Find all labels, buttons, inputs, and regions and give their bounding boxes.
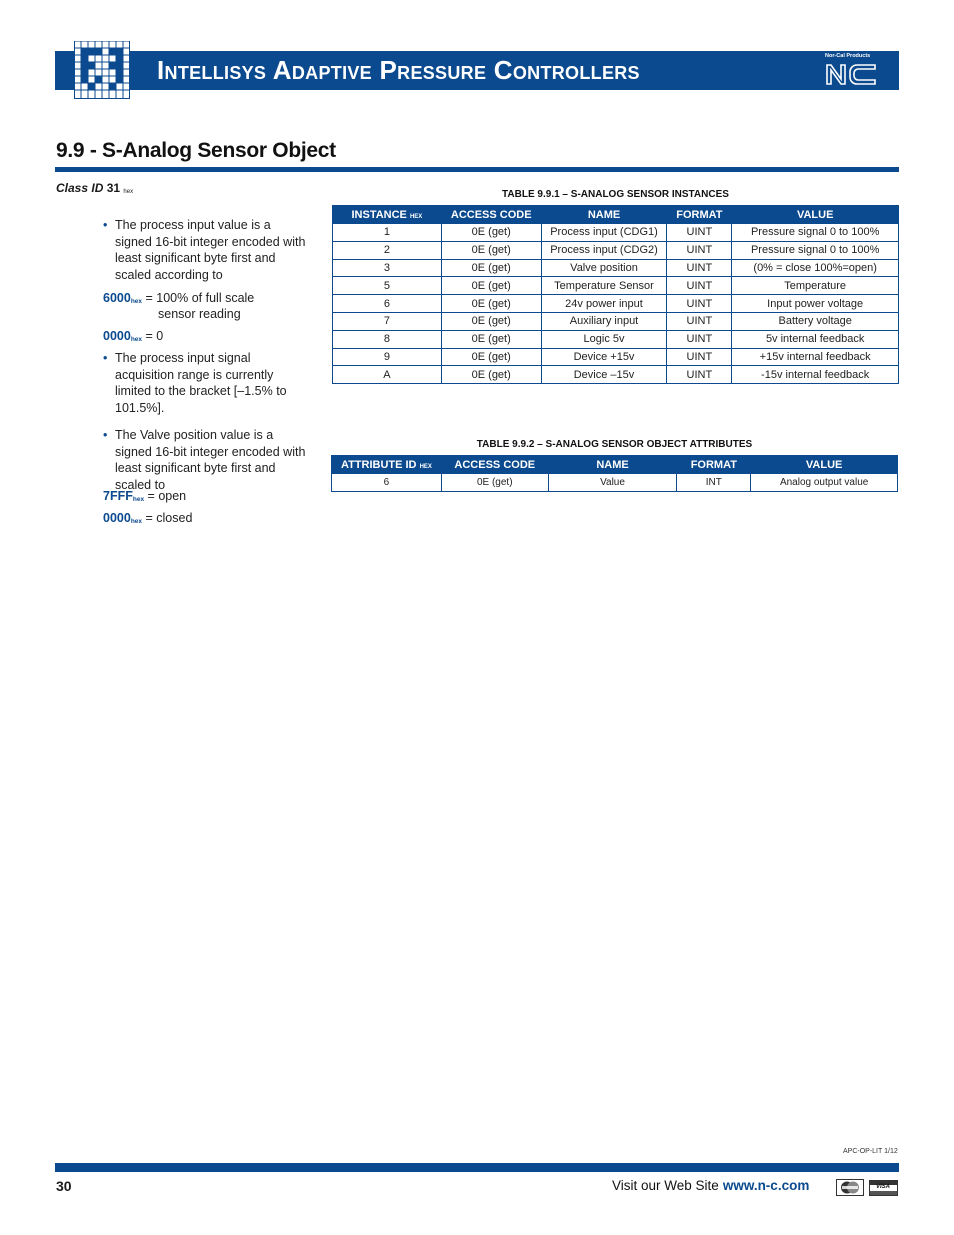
eq-hex: hex bbox=[130, 518, 143, 525]
cell-name: Process input (CDG2) bbox=[541, 241, 667, 259]
visa-card-icon bbox=[869, 1180, 898, 1196]
class-id-label: Class ID bbox=[56, 181, 104, 195]
cell-format: UINT bbox=[667, 312, 732, 330]
cell-format: UINT bbox=[667, 366, 732, 384]
document-header-title: Intellisys Adaptive Pressure Controllers bbox=[157, 55, 640, 85]
eq-code: 7FFF bbox=[103, 489, 133, 503]
cell-access-code: 0E (get) bbox=[441, 224, 541, 242]
cell-format: UINT bbox=[667, 241, 732, 259]
col-header-value: VALUE bbox=[751, 456, 898, 474]
cell-value: Temperature bbox=[732, 277, 899, 295]
col-header-label: INSTANCE bbox=[351, 208, 407, 221]
company-grid-logo bbox=[74, 41, 130, 99]
scale-eq-full-cont: sensor reading bbox=[158, 307, 241, 321]
website-link[interactable]: www.n-c.com bbox=[722, 1178, 810, 1193]
col-header-label: ATTRIBUTE ID bbox=[340, 458, 417, 471]
valve-eq-open bbox=[103, 488, 186, 508]
eq-text: = closed bbox=[145, 511, 193, 525]
cell-access-code: 0E (get) bbox=[441, 241, 541, 259]
table-header-row bbox=[333, 206, 899, 224]
cell-name: Device –15v bbox=[541, 366, 667, 384]
cell-value: Pressure signal 0 to 100% bbox=[732, 224, 899, 242]
col-header-access-code: ACCESS CODE bbox=[441, 456, 548, 474]
cell-format: UINT bbox=[667, 259, 732, 277]
cell-id: A bbox=[333, 366, 442, 384]
bullet-process-input bbox=[103, 217, 308, 283]
cell-access-code: 0E (get) bbox=[441, 259, 541, 277]
instances-table bbox=[332, 205, 899, 384]
table-row bbox=[333, 224, 899, 242]
cell-access-code: 0E (get) bbox=[441, 312, 541, 330]
col-header-format: FORMAT bbox=[677, 456, 751, 474]
bullet-text: The process input value is a signed 16-bit integer encoded with least significant byte first and scaled according to bbox=[115, 218, 306, 282]
cell-name: Valve position bbox=[541, 259, 667, 277]
cell-access-code: 0E (get) bbox=[441, 295, 541, 313]
cell-name: Temperature Sensor bbox=[541, 277, 667, 295]
cell-value: Input power voltage bbox=[732, 295, 899, 313]
class-id bbox=[56, 181, 133, 195]
cell-id: 8 bbox=[333, 330, 442, 348]
table-row bbox=[333, 295, 899, 313]
eq-hex: hex bbox=[130, 336, 143, 343]
table-row bbox=[333, 259, 899, 277]
eq-hex: hex bbox=[132, 496, 145, 503]
table-row bbox=[333, 348, 899, 366]
cell-access-code: 0E (get) bbox=[441, 366, 541, 384]
bullet-text: The process input signal acquisition range is currently limited to the bracket [–1.5% to 101.5%]. bbox=[115, 351, 287, 415]
cell-format: UINT bbox=[667, 295, 732, 313]
bullet-acquisition-range bbox=[103, 350, 308, 416]
table-row bbox=[333, 312, 899, 330]
cell-value: (0% = close 100%=open) bbox=[732, 259, 899, 277]
cell-name: Value bbox=[548, 474, 677, 492]
cell-id: 5 bbox=[333, 277, 442, 295]
cell-id: 7 bbox=[333, 312, 442, 330]
class-id-value: 31 bbox=[106, 181, 121, 195]
col-header-name: NAME bbox=[541, 206, 667, 224]
cell-name: Device +15v bbox=[541, 348, 667, 366]
cell-name: Process input (CDG1) bbox=[541, 224, 667, 242]
page-number: 30 bbox=[56, 1178, 72, 1194]
cell-name: Logic 5v bbox=[541, 330, 667, 348]
cell-value: Battery voltage bbox=[732, 312, 899, 330]
table-row bbox=[333, 277, 899, 295]
visit-text: Visit our Web Site bbox=[612, 1178, 719, 1193]
col-header-instance bbox=[333, 206, 442, 224]
col-header-value: VALUE bbox=[732, 206, 899, 224]
cell-id: 2 bbox=[333, 241, 442, 259]
cell-value: 5v internal feedback bbox=[732, 330, 899, 348]
eq-text: = 100% of full scale bbox=[145, 291, 255, 305]
col-header-hex: HEX bbox=[409, 213, 423, 220]
nc-brand-logo bbox=[823, 53, 883, 87]
cell-value: -15v internal feedback bbox=[732, 366, 899, 384]
bullet-valve-position bbox=[103, 427, 308, 493]
class-id-hex: hex bbox=[123, 189, 134, 195]
cell-format: UINT bbox=[667, 277, 732, 295]
eq-code: 6000 bbox=[103, 291, 131, 305]
literature-code: APC-OP-LIT 1/12 bbox=[843, 1148, 898, 1155]
section-divider bbox=[55, 167, 899, 172]
bullet-icon: • bbox=[103, 351, 108, 365]
cell-id: 1 bbox=[333, 224, 442, 242]
footer-divider bbox=[55, 1163, 899, 1172]
table2-caption: TABLE 9.9.2 – S-ANALOG SENSOR OBJECT ATTRIBUTES bbox=[476, 439, 753, 450]
col-header-attribute-id bbox=[332, 456, 442, 474]
col-header-format: FORMAT bbox=[667, 206, 732, 224]
cell-format: INT bbox=[677, 474, 751, 492]
cell-id: 6 bbox=[333, 295, 442, 313]
cell-format: UINT bbox=[667, 330, 732, 348]
cell-access-code: 0E (get) bbox=[441, 348, 541, 366]
cell-id: 6 bbox=[332, 474, 442, 492]
cell-name: Auxiliary input bbox=[541, 312, 667, 330]
table1-caption: TABLE 9.9.1 – S-ANALOG SENSOR INSTANCES bbox=[502, 189, 729, 200]
bullet-icon: • bbox=[103, 218, 108, 232]
eq-text: = 0 bbox=[145, 329, 164, 343]
col-header-hex: HEX bbox=[419, 463, 432, 470]
eq-code: 0000 bbox=[103, 511, 131, 525]
cell-id: 3 bbox=[333, 259, 442, 277]
eq-hex: hex bbox=[130, 298, 143, 305]
bullet-icon: • bbox=[103, 428, 108, 442]
col-header-access-code: ACCESS CODE bbox=[441, 206, 541, 224]
valve-eq-closed bbox=[103, 510, 192, 530]
eq-text: = open bbox=[147, 489, 187, 503]
cell-access-code: 0E (get) bbox=[441, 277, 541, 295]
table-row bbox=[333, 330, 899, 348]
cell-format: UINT bbox=[667, 348, 732, 366]
col-header-name: NAME bbox=[548, 456, 677, 474]
table-row bbox=[333, 366, 899, 384]
eq-code: 0000 bbox=[103, 329, 131, 343]
cell-access-code: 0E (get) bbox=[441, 330, 541, 348]
section-title: 9.9 - S-Analog Sensor Object bbox=[56, 139, 336, 162]
cell-access-code: 0E (get) bbox=[441, 474, 548, 492]
table-row bbox=[332, 474, 898, 492]
scale-eq-zero bbox=[103, 328, 163, 348]
attributes-table bbox=[331, 455, 898, 492]
cell-id: 9 bbox=[333, 348, 442, 366]
cell-value: Analog output value bbox=[751, 474, 898, 492]
mastercard-icon bbox=[836, 1179, 864, 1196]
cell-format: UINT bbox=[667, 224, 732, 242]
website-line bbox=[612, 1178, 809, 1193]
visa-label: VISA bbox=[876, 1184, 891, 1190]
cell-value: Pressure signal 0 to 100% bbox=[732, 241, 899, 259]
table-row bbox=[333, 241, 899, 259]
bullet-text: The Valve position value is a signed 16-bit integer encoded with least significant byte first and scaled to bbox=[115, 428, 306, 492]
cell-name: 24v power input bbox=[541, 295, 667, 313]
brand-small-text: Nor-Cal Products bbox=[825, 53, 871, 59]
cell-value: +15v internal feedback bbox=[732, 348, 899, 366]
table-header-row bbox=[332, 456, 898, 474]
